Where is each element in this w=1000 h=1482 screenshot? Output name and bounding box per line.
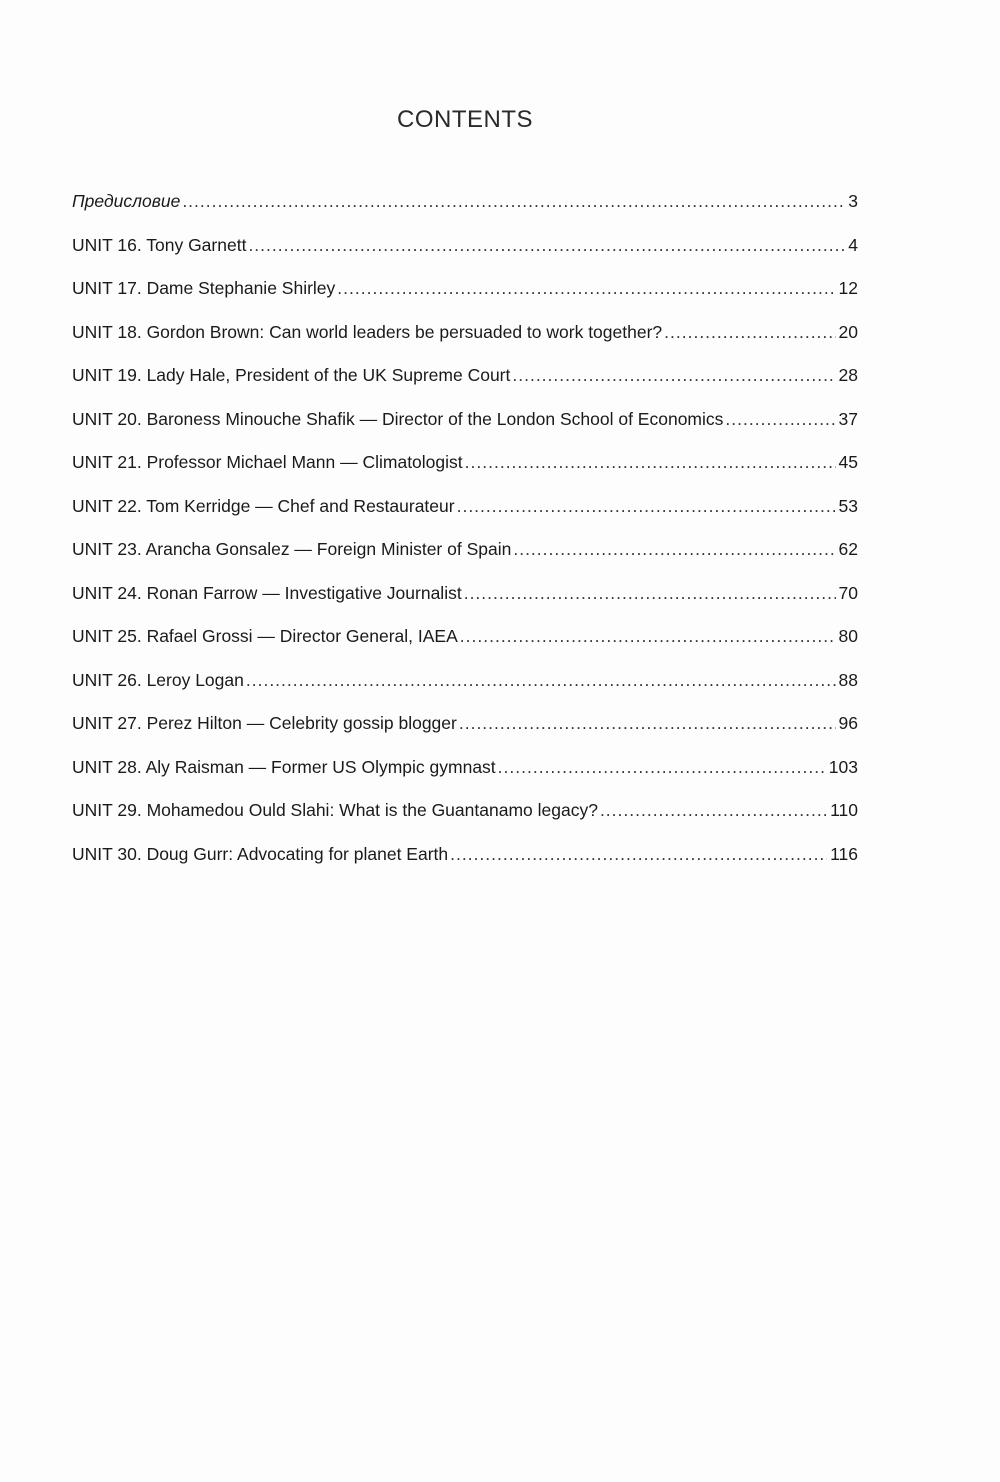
page-title: CONTENTS	[397, 106, 533, 133]
toc-entry-page: 45	[838, 452, 858, 472]
toc-entry-label: UNIT 24. Ronan Farrow — Investigative Journalist	[72, 582, 462, 603]
toc-entry-label: UNIT 16. Tony Garnett	[72, 234, 247, 255]
dot-leader	[512, 364, 835, 386]
toc-entry-page: 53	[838, 495, 858, 516]
toc-entry-unit-17	[72, 277, 858, 321]
toc-entry-label: UNIT 26. Leroy Logan	[72, 669, 244, 690]
toc-entry-unit-24	[72, 582, 858, 626]
toc-entry-unit-28	[72, 756, 858, 800]
dot-leader	[513, 538, 835, 560]
toc-entry-page: 110	[830, 800, 858, 820]
toc-entry-label: UNIT 28. Aly Raisman — Former US Olympic gymnast	[72, 756, 496, 777]
dot-leader	[248, 234, 845, 256]
toc-entry-unit-27	[72, 712, 858, 756]
dot-leader	[664, 321, 835, 343]
toc-entry-page: 103	[828, 756, 858, 777]
toc-entry-label: UNIT 25. Rafael Grossi — Director General, IAEA	[72, 626, 458, 646]
toc-entry-page: 3	[848, 191, 858, 211]
dot-leader	[498, 756, 826, 778]
toc-entry-label: UNIT 21. Professor Michael Mann — Climatologist	[72, 452, 463, 472]
toc-entry-unit-23	[72, 538, 858, 582]
toc-entry-unit-20	[72, 408, 858, 452]
toc-entry-page: 88	[838, 669, 858, 690]
toc-entry-label: UNIT 29. Mohamedou Ould Slahi: What is the Guantanamo legacy?	[72, 800, 598, 820]
toc-entry-unit-22	[72, 495, 858, 539]
toc-entry-page: 96	[838, 713, 858, 733]
toc-entry-label: UNIT 23. Arancha Gonsalez — Foreign Minister of Spain	[72, 539, 512, 559]
table-of-contents	[72, 190, 858, 886]
toc-entry-unit-19	[72, 364, 858, 408]
toc-entry-label: UNIT 19. Lady Hale, President of the UK Supreme Court	[72, 365, 511, 385]
dot-leader	[464, 582, 836, 604]
toc-entry-label: UNIT 17. Dame Stephanie Shirley	[72, 278, 336, 298]
dot-leader	[182, 190, 845, 212]
dot-leader	[457, 495, 836, 517]
toc-entry-unit-25	[72, 625, 858, 669]
toc-entry-label: UNIT 20. Baroness Minouche Shafik — Director of the London School of Economics	[72, 408, 724, 429]
toc-entry-label: UNIT 27. Perez Hilton — Celebrity gossip blogger	[72, 713, 457, 733]
toc-entry-label: UNIT 18. Gordon Brown: Can world leaders be persuaded to work together?	[72, 321, 663, 342]
toc-entry-unit-29	[72, 799, 858, 843]
toc-entry-page: 80	[838, 626, 858, 646]
dot-leader	[450, 843, 827, 865]
dot-leader	[246, 669, 836, 691]
dot-leader	[725, 408, 835, 430]
toc-entry-preface	[72, 190, 858, 234]
toc-entry-unit-26	[72, 669, 858, 713]
dot-leader	[465, 451, 836, 473]
dot-leader	[459, 712, 836, 734]
toc-entry-page: 116	[830, 843, 858, 864]
dot-leader	[460, 625, 836, 647]
toc-entry-label: UNIT 22. Tom Kerridge — Chef and Restaurateur	[72, 495, 455, 516]
toc-entry-unit-16	[72, 234, 858, 278]
toc-entry-page: 70	[838, 582, 858, 603]
toc-entry-label: Предисловие	[72, 191, 181, 211]
toc-entry-page: 4	[848, 234, 858, 255]
toc-entry-page: 12	[838, 278, 858, 298]
toc-entry-page: 20	[838, 321, 858, 342]
toc-entry-page: 62	[838, 539, 858, 559]
toc-entry-label: UNIT 30. Doug Gurr: Advocating for planet Earth	[72, 843, 449, 864]
toc-entry-unit-18	[72, 321, 858, 365]
dot-leader	[337, 277, 835, 299]
toc-entry-unit-21	[72, 451, 858, 495]
dot-leader	[600, 799, 827, 821]
toc-entry-page: 37	[838, 408, 858, 429]
toc-entry-page: 28	[838, 365, 858, 385]
toc-entry-unit-30	[72, 843, 858, 887]
